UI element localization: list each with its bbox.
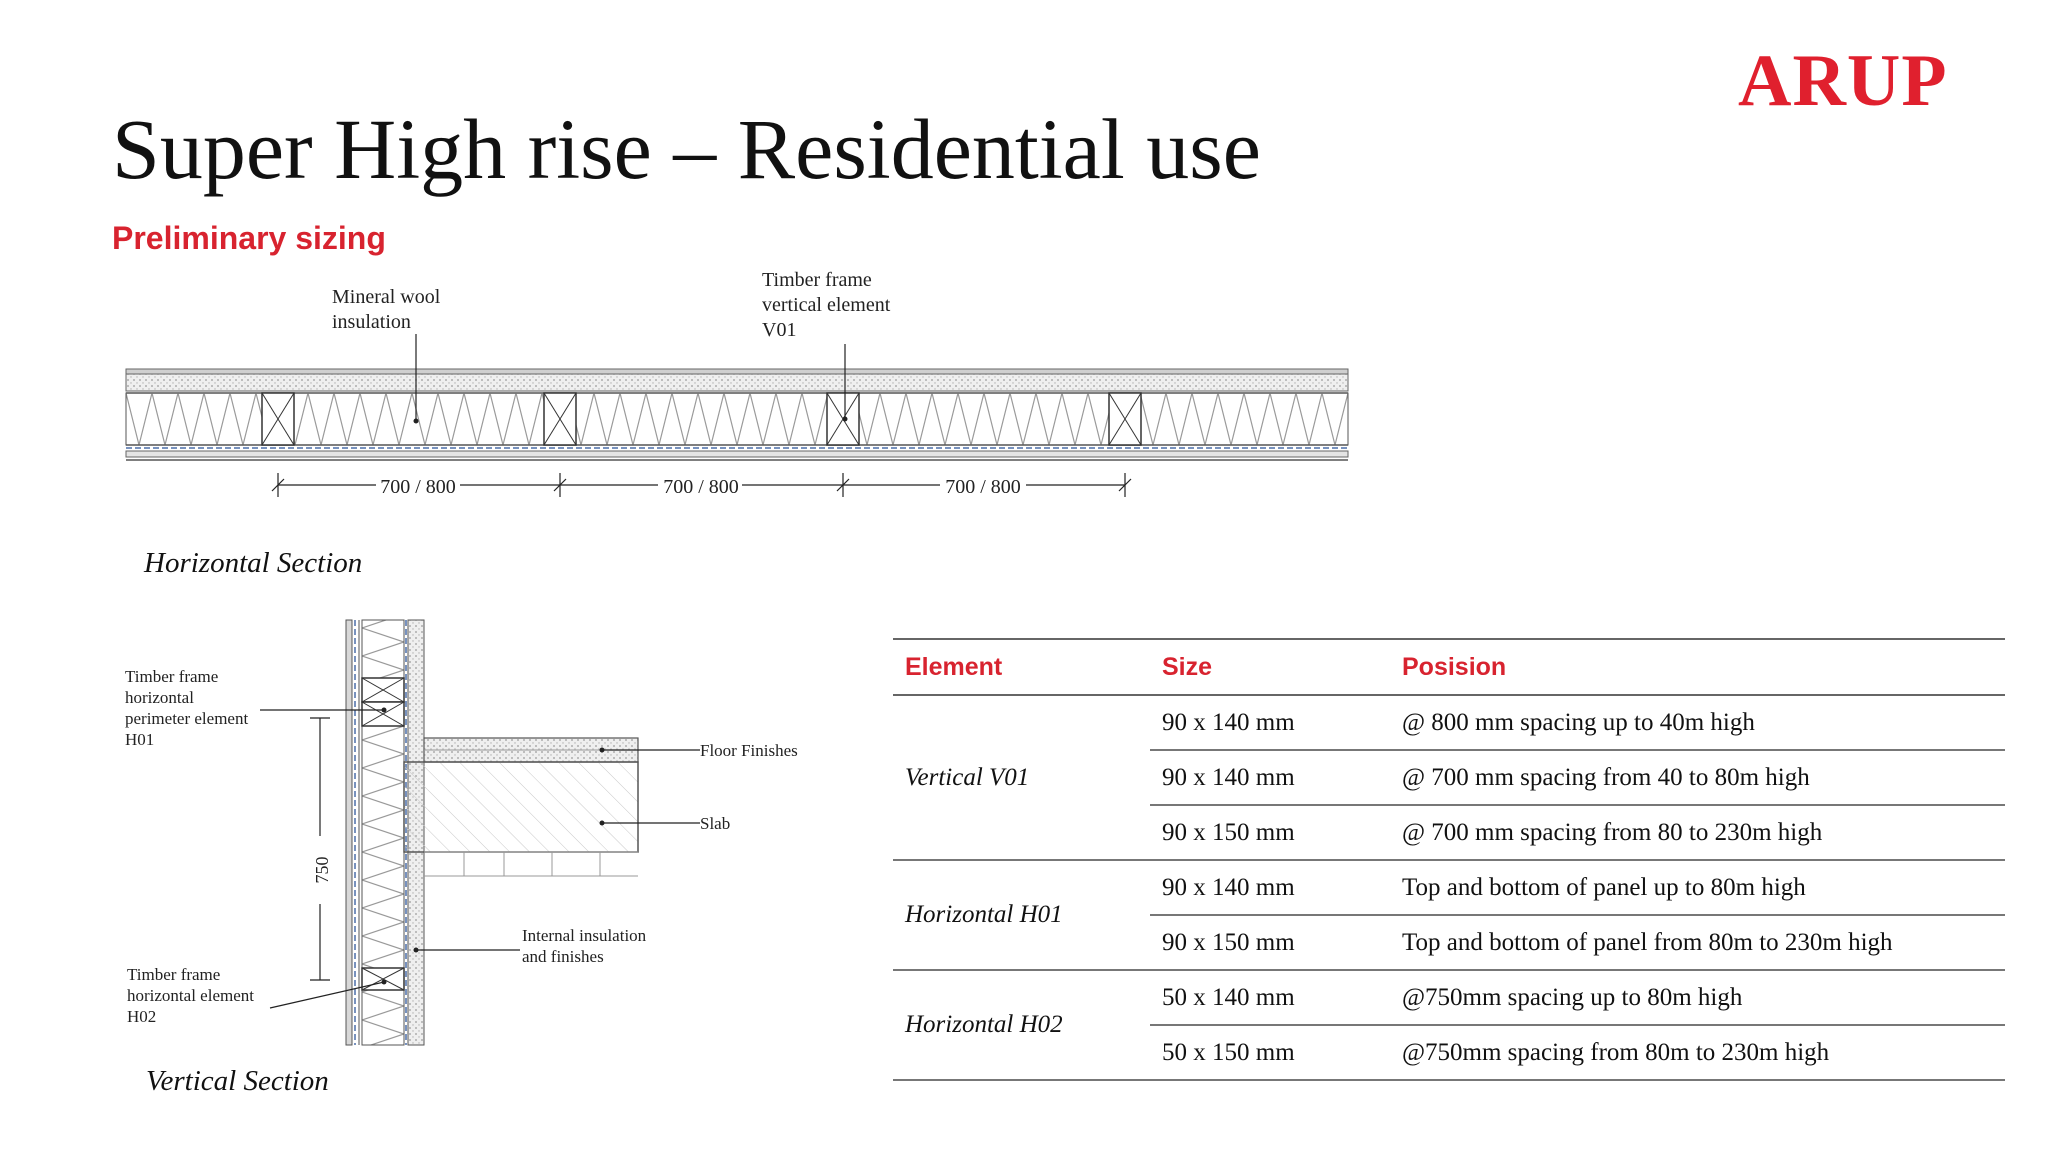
timber-v01-label-line3: V01 bbox=[762, 319, 797, 341]
size-cell: 50 x 150 mm bbox=[1150, 1025, 1390, 1080]
position-cell: @ 800 mm spacing up to 40m high bbox=[1390, 695, 2005, 750]
table-header-row bbox=[893, 639, 2005, 695]
size-cell: 90 x 140 mm bbox=[1150, 750, 1390, 805]
h01-label-line4: H01 bbox=[125, 730, 155, 749]
slab-label: Slab bbox=[700, 814, 731, 833]
header-size: Size bbox=[1150, 639, 1390, 695]
size-cell: 90 x 140 mm bbox=[1150, 695, 1390, 750]
table-row bbox=[893, 695, 2005, 750]
size-cell: 90 x 150 mm bbox=[1150, 805, 1390, 860]
stud-2 bbox=[544, 393, 576, 445]
table-row bbox=[893, 860, 2005, 915]
position-cell: @ 700 mm spacing from 40 to 80m high bbox=[1390, 750, 2005, 805]
h01-label-line1: Timber frame bbox=[125, 667, 219, 686]
vertical-dimension-750: 750 bbox=[312, 856, 332, 884]
dimension-label-1: 700 / 800 bbox=[380, 476, 456, 498]
h02-label-line2: horizontal element bbox=[127, 986, 254, 1005]
vertical-section-caption: Vertical Section bbox=[146, 1065, 329, 1097]
position-cell: @ 700 mm spacing from 80 to 230m high bbox=[1390, 805, 2005, 860]
dimension-label-2: 700 / 800 bbox=[663, 476, 739, 498]
h02-label-line1: Timber frame bbox=[127, 965, 221, 984]
table-row bbox=[893, 970, 2005, 1025]
dimension-label-3: 700 / 800 bbox=[945, 476, 1021, 498]
vertical-section-drawing bbox=[0, 600, 880, 1070]
size-cell: 90 x 140 mm bbox=[1150, 860, 1390, 915]
horizontal-section-caption: Horizontal Section bbox=[144, 547, 363, 579]
position-cell: Top and bottom of panel up to 80m high bbox=[1390, 860, 2005, 915]
stud-4 bbox=[1109, 393, 1141, 445]
h01-label-line2: horizontal bbox=[125, 688, 194, 707]
timber-v01-label-line1: Timber frame bbox=[762, 269, 872, 291]
h02-timber-block bbox=[362, 968, 404, 990]
page-title: Super High rise – Residential use bbox=[112, 101, 1261, 197]
h02-label-line3: H02 bbox=[127, 1007, 157, 1026]
timber-v01-label-line2: vertical element bbox=[762, 294, 891, 316]
position-cell: Top and bottom of panel from 80m to 230m high bbox=[1390, 915, 2005, 970]
header-position: Posision bbox=[1390, 639, 2005, 695]
internal-insulation-label-line2: and finishes bbox=[522, 947, 604, 966]
stud-1 bbox=[262, 393, 294, 445]
h01-timber-blocks bbox=[362, 678, 404, 726]
size-cell: 90 x 150 mm bbox=[1150, 915, 1390, 970]
element-cell: Vertical V01 bbox=[893, 695, 1150, 860]
size-cell: 50 x 140 mm bbox=[1150, 970, 1390, 1025]
sizing-table bbox=[893, 638, 2005, 1081]
internal-insulation-label-line1: Internal insulation bbox=[522, 926, 647, 945]
horizontal-section-drawing bbox=[0, 0, 1400, 520]
insulation-label-line1: Mineral wool bbox=[332, 286, 441, 308]
position-cell: @750mm spacing up to 80m high bbox=[1390, 970, 2005, 1025]
page-subtitle: Preliminary sizing bbox=[112, 220, 386, 256]
h01-label-line3: perimeter element bbox=[125, 709, 249, 728]
floor-finishes-label: Floor Finishes bbox=[700, 741, 798, 760]
element-cell: Horizontal H01 bbox=[893, 860, 1150, 970]
position-cell: @750mm spacing from 80m to 230m high bbox=[1390, 1025, 2005, 1080]
insulation-label-line2: insulation bbox=[332, 311, 411, 333]
arup-logo: ARUP bbox=[1738, 40, 1948, 122]
header-element: Element bbox=[893, 639, 1150, 695]
element-cell: Horizontal H02 bbox=[893, 970, 1150, 1080]
